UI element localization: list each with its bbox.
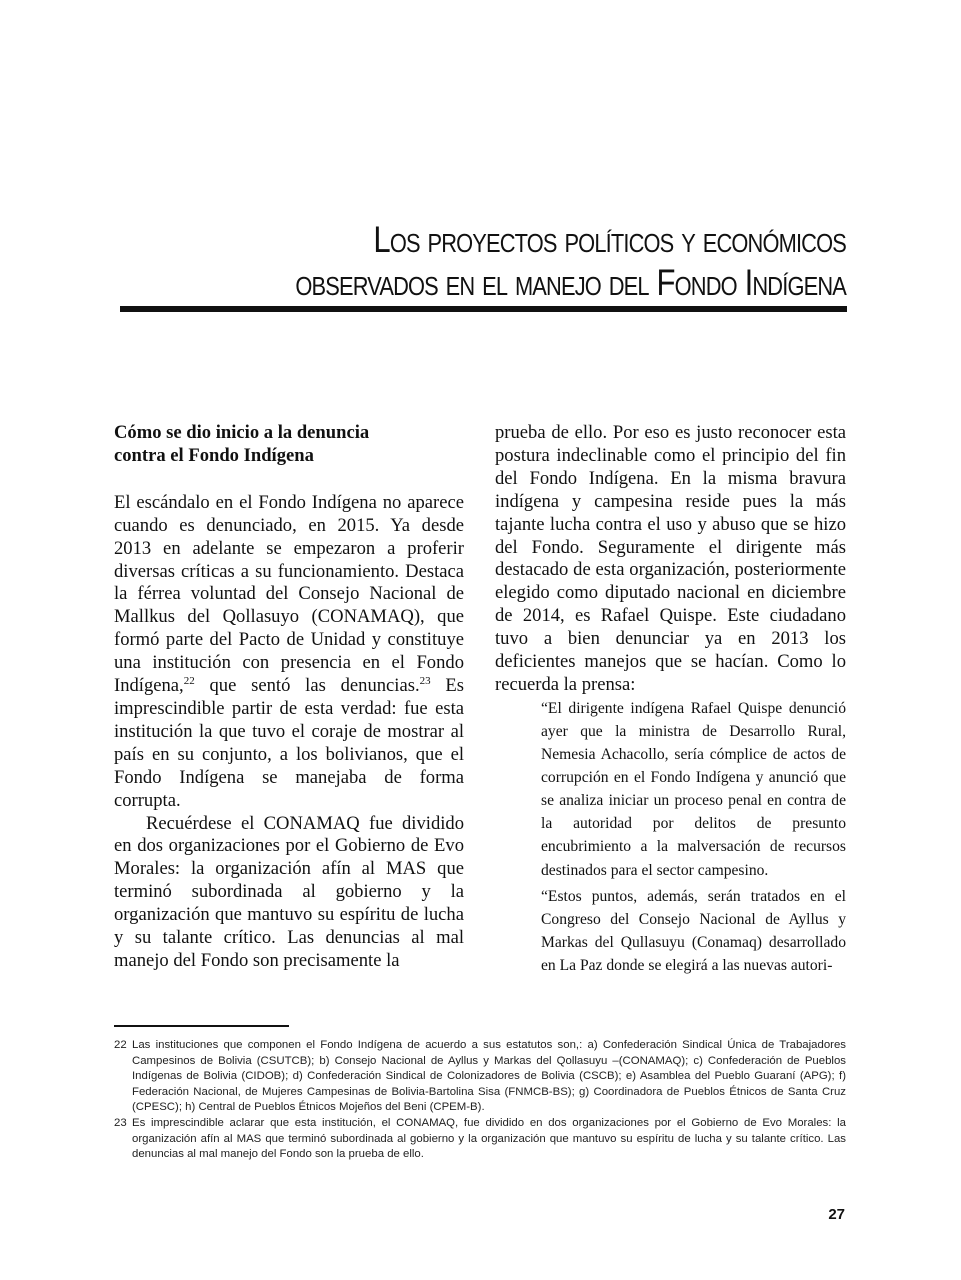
body-paragraph-1: [114, 492, 464, 813]
footnote-number: 23: [114, 1116, 127, 1129]
left-text-column: [114, 422, 464, 973]
chapter-title-line-2: observados en el manejo del Fondo Indígena: [295, 262, 846, 303]
footnote-ref-22[interactable]: 22: [183, 675, 195, 688]
body-paragraph-1-part-a: El escándalo en el Fondo Indígena no aparece cuando es denunciado, en 2015. Ya desde 2013 en adelante se empezaron a proferir diversas críticas a su funcionamiento. Destaca la férrea voluntad del Consejo Nacional de Mallkus del Qollasuyo (CONAMAQ), que formó parte del Pacto de Unidad y constituye una institución con presencia en el Fondo Indígena,: [114, 491, 464, 697]
footnote-separator: [114, 1025, 289, 1027]
right-text-column: [495, 422, 846, 977]
body-paragraph-3: prueba de ello. Por eso es justo reconocer esta postura indeclinable como el principio del fin del Fondo Indígena. En la misma bravura indígena y campesina reside pues la más tajante lucha contra el uso y abuso que se hizo del Fondo. Seguramente el dirigente más destacado de esta organización, posteriormente elegido como diputado nacional en diciembre de 2014, es Rafael Quispe. Este ciudadano tuvo a bien denunciar ya en 2013 los deficientes manejos que se hacían. Como lo recuerda la prensa:: [495, 422, 846, 695]
section-heading: [114, 422, 464, 468]
press-quote-1: “El dirigente indígena Rafael Quispe denunció ayer que la ministra de Desarrollo Rural, Nemesia Achacollo, sería cómplice de actos de corrupción en el Fondo Indígena y anunció que se analiza iniciar un proceso penal en contra de la autoridad por delitos de presunto encubrimiento a la malversación de recursos destinados para el sector campesino.: [541, 699, 846, 879]
footnote-text: Las instituciones que componen el Fondo Indígena de acuerdo a sus estatutos son,: a) Confederación Sindical Única de Trabajadores Campesinos de Bolivia (CSUTCB); b) Consejo Nacional de Ayllus y Markas del Qollasuyu –(CONAMAQ); c) Confederación de Pueblos Indígenas de Bolivia (CIDOB); d) Confederación Sindical de Colonizadores de Bolivia (CSCB); e) Asamblea del Pueblo Guaraní (APG); f) Federación Nacional, de Mujeres Campesinas de Bolivia-Bartolina Sisa (FNMCB-BS); g) Coordinadora de Pueblos Étnicos de Santa Cruz (CPESC); h) Central de Pueblos Étnicos Mojeños del Beni (CPEM-B).: [132, 1039, 846, 1114]
footnote-text: Es imprescindible aclarar que esta institución, el CONAMAQ, fue dividido en dos organizaciones por el Gobierno de Evo Morales: la organización afín al MAS que terminó subordinada al gobierno y la organización que mantuvo su espíritu de lucha y su talante crítico. Las denuncias al mal manejo del Fondo son la prueba de ello.: [132, 1116, 846, 1161]
footnote-22: [114, 1038, 846, 1116]
chapter-title: [228, 218, 846, 304]
body-paragraph-1-part-c: Es imprescindible partir de esta verdad: fue esta institución la que tuvo el coraje de mostrar al país en su conjunto, a los bolivianos, que el Fondo Indígena se manejaba de forma corrupta.: [114, 675, 464, 811]
title-underline-rule: [120, 306, 847, 312]
body-paragraph-1-part-b: que sentó las denuncias.: [194, 675, 420, 697]
footnote-23: [114, 1116, 846, 1163]
footnote-number: 22: [114, 1039, 127, 1051]
footnote-ref-23[interactable]: 23: [419, 675, 431, 688]
body-paragraph-2: Recuérdese el CONAMAQ fue dividido en dos organizaciones por el Gobierno de Evo Morales: la organización afín al MAS que terminó subordinada al gobierno y la organización que mantuvo su espíritu de lucha y su talante crítico. Las denuncias al mal manejo del Fondo son precisamente la: [114, 812, 464, 971]
section-heading-line-2: contra el Fondo Indígena: [114, 444, 314, 466]
chapter-title-line-1: Los proyectos políticos y económicos: [373, 219, 846, 260]
press-quote-2: “Estos puntos, además, serán tratados en el Congreso del Consejo Nacional de Ayllus y Markas del Qullasuyu (Conamaq) desarrollado en La Paz donde se elegirá a las nuevas autori-: [541, 887, 846, 974]
page-number: 27: [828, 1206, 845, 1223]
footnotes: [114, 1038, 846, 1163]
section-heading-line-1: Cómo se dio inicio a la denuncia: [114, 422, 370, 443]
